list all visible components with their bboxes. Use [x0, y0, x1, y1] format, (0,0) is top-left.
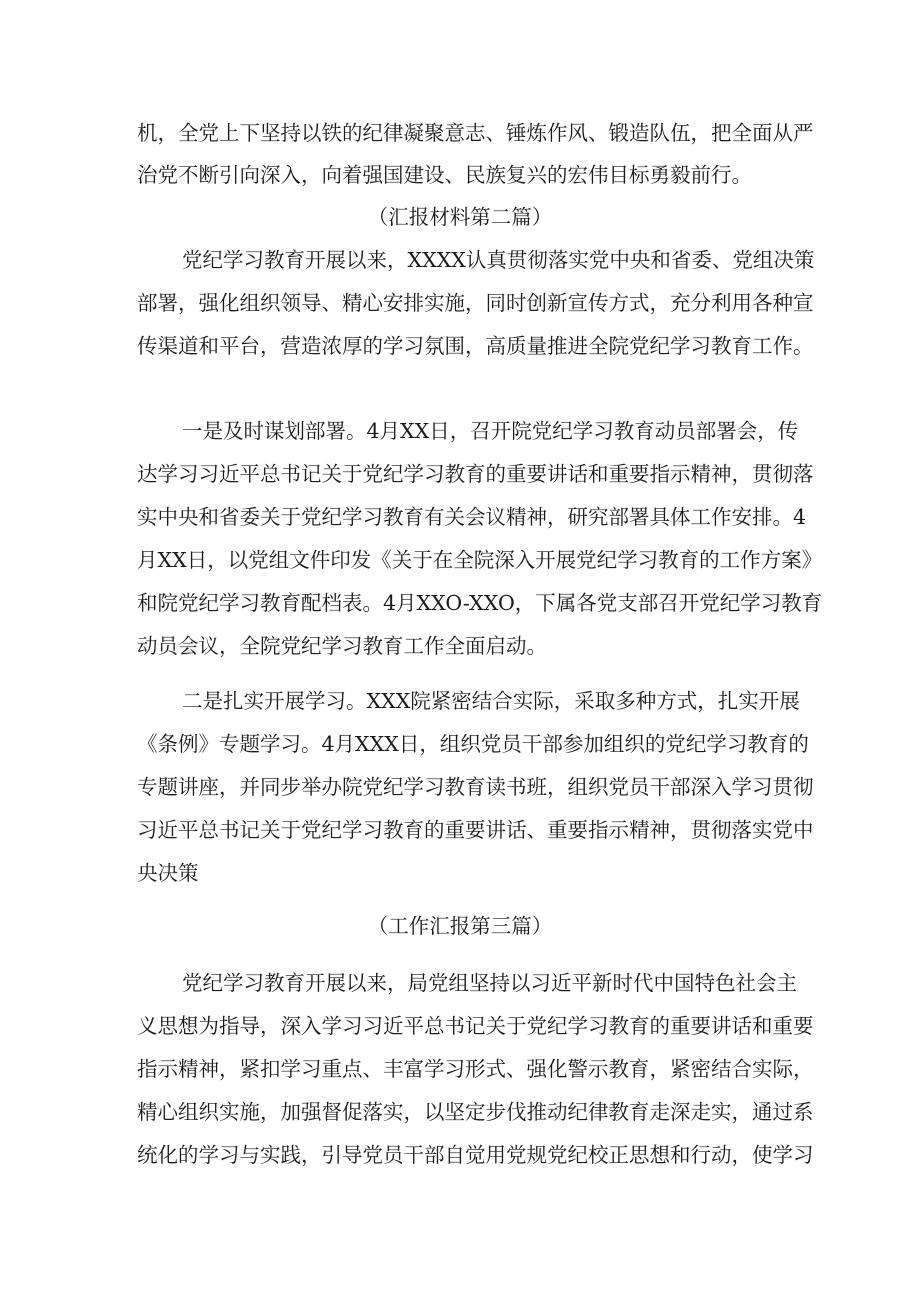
paragraph-line: 部署，强化组织领导、精心安排实施，同时创新宣传方式，充分利用各种宣 — [137, 291, 814, 315]
paragraph-line: 治党不断引向深入，向着强国建设、民族复兴的宏伟目标勇毅前行。 — [137, 163, 752, 187]
paragraph-line: 精心组织实施，加强督促落实，以坚定步伐推动纪律教育走深走实，通过系 — [137, 1100, 814, 1124]
paragraph-line: 指示精神，紧扣学习重点、丰富学习形式、强化警示教育，紧密结合实际， — [137, 1057, 814, 1081]
paragraph-line: 二是扎实开展学习。XXX院紧密结合实际，采取多种方式，扎实开展 — [182, 689, 800, 713]
paragraph-line: 习近平总书记关于党纪学习教育的重要讲话、重要指示精神，贯彻落实党中 — [137, 818, 814, 842]
paragraph-line: 义思想为指导，深入学习习近平总书记关于党纪学习教育的重要讲话和重要 — [137, 1014, 814, 1038]
section-heading-2: （汇报材料第二篇） — [367, 205, 553, 229]
paragraph-line: 传渠道和平台，营造浓厚的学习氛围，高质量推进全院党纪学习教育工作。 — [137, 334, 814, 358]
paragraph-line: 党纪学习教育开展以来，局党组坚持以习近平新时代中国特色社会主 — [182, 971, 797, 995]
paragraph-line: 达学习习近平总书记关于党纪学习教育的重要讲话和重要指示精神，贯彻落 — [137, 462, 814, 486]
paragraph-line: 一是及时谋划部署。4月XX日，召开院党纪学习教育动员部署会，传 — [182, 419, 799, 443]
paragraph-line: 机，全党上下坚持以铁的纪律凝聚意志、锤炼作风、锻造队伍，把全面从严 — [137, 121, 814, 145]
paragraph-line: 动员会议，全院党纪学习教育工作全面启动。 — [137, 634, 547, 658]
paragraph-line: 专题讲座，并同步举办院党纪学习教育读书班，组织党员干部深入学习贯彻 — [137, 775, 814, 799]
paragraph-line: 统化的学习与实践，引导党员干部自觉用党规党纪校正思想和行动，使学习 — [137, 1143, 814, 1167]
paragraph-line: 实中央和省委关于党纪学习教育有关会议精神，研究部署具体工作安排。4 — [137, 505, 807, 529]
section-heading-3: （工作汇报第三篇） — [367, 914, 553, 938]
paragraph-line: 月XX日，以党组文件印发《关于在全院深入开展党纪学习教育的工作方案》 — [137, 548, 823, 572]
paragraph-line: 党纪学习教育开展以来，XXXX认真贯彻落实党中央和省委、党组决策 — [182, 248, 815, 272]
paragraph-line: 和院党纪学习教育配档表。4月XXO-XXO，下属各党支部召开党纪学习教育 — [137, 591, 823, 615]
paragraph-line: 《条例》专题学习。4月XXX日，组织党员干部参加组织的党纪学习教育的 — [137, 732, 809, 756]
paragraph-line: 央决策 — [137, 861, 199, 885]
